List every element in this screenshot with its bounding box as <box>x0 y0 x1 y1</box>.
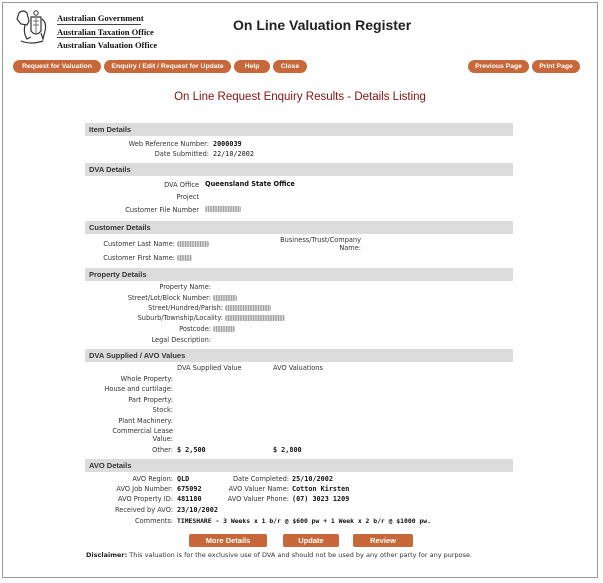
coat-of-arms-icon <box>11 7 49 47</box>
page-title: On Line Request Enquiry Results - Details Listing <box>174 91 426 103</box>
request-for-valuation-button[interactable]: Request for Valuation <box>13 60 101 73</box>
legal-description-label: Legal Description: <box>151 336 211 344</box>
review-button[interactable]: Review <box>353 534 413 547</box>
stock-label: Stock: <box>152 406 173 414</box>
other-dva-value: $ 2,500 <box>177 446 206 454</box>
web-reference-value: 2000039 <box>213 140 242 148</box>
received-by-avo-label: Received by AVO: <box>114 506 173 514</box>
house-curtilage-label: House and curtilage: <box>104 385 173 393</box>
redacted-customer-file <box>205 206 241 212</box>
header <box>3 3 597 55</box>
agency-name-avo: Australian Valuation Office <box>57 40 158 50</box>
property-name-label: Property Name: <box>159 283 211 291</box>
avo-valuer-phone-value: (07) 3023 1209 <box>292 495 350 503</box>
dva-office-label: DVA Office <box>164 181 199 189</box>
postcode-label: Postcode: <box>179 325 211 333</box>
other-avo-value: $ 2,800 <box>273 446 302 454</box>
avo-property-id-label: AVO Property ID: <box>117 495 173 503</box>
section-customer-details: Customer Details <box>85 221 513 234</box>
disclaimer-text: This valuation is for the exclusive use of DVA and should not be used by any other party for any purpose. <box>129 551 473 559</box>
received-by-avo-value: 23/10/2002 <box>177 506 218 514</box>
date-completed-label: Date Completed: <box>232 475 289 483</box>
agency-divider <box>57 24 141 25</box>
section-item-details: Item Details <box>85 123 513 136</box>
customer-file-label: Customer File Number <box>125 206 199 214</box>
business-name-label-line2: Name: <box>339 244 361 252</box>
help-button[interactable]: Help <box>234 60 270 73</box>
page-frame <box>2 2 598 578</box>
redacted-first-name <box>177 255 192 261</box>
avo-valuations-column-header: AVO Valuations <box>273 364 323 372</box>
section-dva-details: DVA Details <box>85 163 513 176</box>
avo-valuer-name-label: AVO Valuer Name: <box>228 485 289 493</box>
close-button[interactable]: Close <box>273 60 307 73</box>
project-label: Project <box>176 193 199 201</box>
more-details-button[interactable]: More Details <box>189 534 267 547</box>
section-avo-details: AVO Details <box>85 459 513 472</box>
suburb-label: Suburb/Township/Locality: <box>137 314 223 322</box>
avo-property-id-value: 481180 <box>177 495 202 503</box>
previous-page-button[interactable]: Previous Page <box>468 60 529 73</box>
redacted-postcode <box>213 326 235 332</box>
commercial-lease-label-line1: Commercial Lease <box>112 427 173 435</box>
app-title: On Line Valuation Register <box>233 17 412 33</box>
comments-label: Comments: <box>135 517 173 525</box>
dva-office-value: Queensland State Office <box>205 180 295 188</box>
update-button[interactable]: Update <box>283 534 339 547</box>
dva-supplied-column-header: DVA Supplied Value <box>177 364 242 372</box>
date-completed-value: 25/10/2002 <box>292 475 333 483</box>
street-hundred-label: Street/Hundred/Parish: <box>148 304 223 312</box>
print-page-button[interactable]: Print Page <box>532 60 580 73</box>
redacted-suburb <box>225 315 285 321</box>
avo-job-number-value: 675092 <box>177 485 202 493</box>
commercial-lease-label-line2: Value: <box>152 435 173 443</box>
whole-property-label: Whole Property: <box>120 375 173 383</box>
enquiry-edit-request-button[interactable]: Enquiry / Edit / Request for Update <box>104 60 231 73</box>
other-label: Other: <box>152 446 173 454</box>
redacted-street-lot <box>213 295 237 301</box>
agency-name-ato: Australian Taxation Office <box>57 27 154 37</box>
comments-value: TIMESHARE - 3 Weeks x 1 b/r @ $600 pw + 1 Week x 2 b/r @ $1000 pw. <box>177 517 431 525</box>
avo-valuer-name-value: Cotton Kirsten <box>292 485 350 493</box>
avo-region-label: AVO Region: <box>132 475 173 483</box>
section-property-details: Property Details <box>85 268 513 281</box>
nav-bar <box>3 60 597 74</box>
avo-job-number-label: AVO Job Number: <box>116 485 173 493</box>
date-submitted-label: Date Submitted: <box>154 150 209 158</box>
business-name-label-line1: Business/Trust/Company <box>280 236 361 244</box>
date-submitted-value: 22/10/2002 <box>213 150 254 158</box>
customer-last-name-label: Customer Last Name: <box>103 240 175 248</box>
agency-name-government: Australian Government <box>57 13 144 23</box>
avo-valuer-phone-label: AVO Valuer Phone: <box>227 495 289 503</box>
agency-divider <box>57 37 141 38</box>
disclaimer-label: Disclaimer: <box>86 551 128 559</box>
redacted-last-name <box>177 241 209 247</box>
street-lot-label: Street/Lot/Block Number: <box>127 294 211 302</box>
avo-region-value: QLD <box>177 475 190 483</box>
disclaimer <box>86 551 472 559</box>
redacted-street-hundred <box>225 305 271 311</box>
customer-first-name-label: Customer First Name: <box>103 254 175 262</box>
section-values: DVA Supplied / AVO Values <box>85 349 513 362</box>
plant-machinery-label: Plant Machinery: <box>118 417 173 425</box>
web-reference-label: Web Reference Number: <box>128 140 209 148</box>
part-property-label: Part Property: <box>128 396 173 404</box>
